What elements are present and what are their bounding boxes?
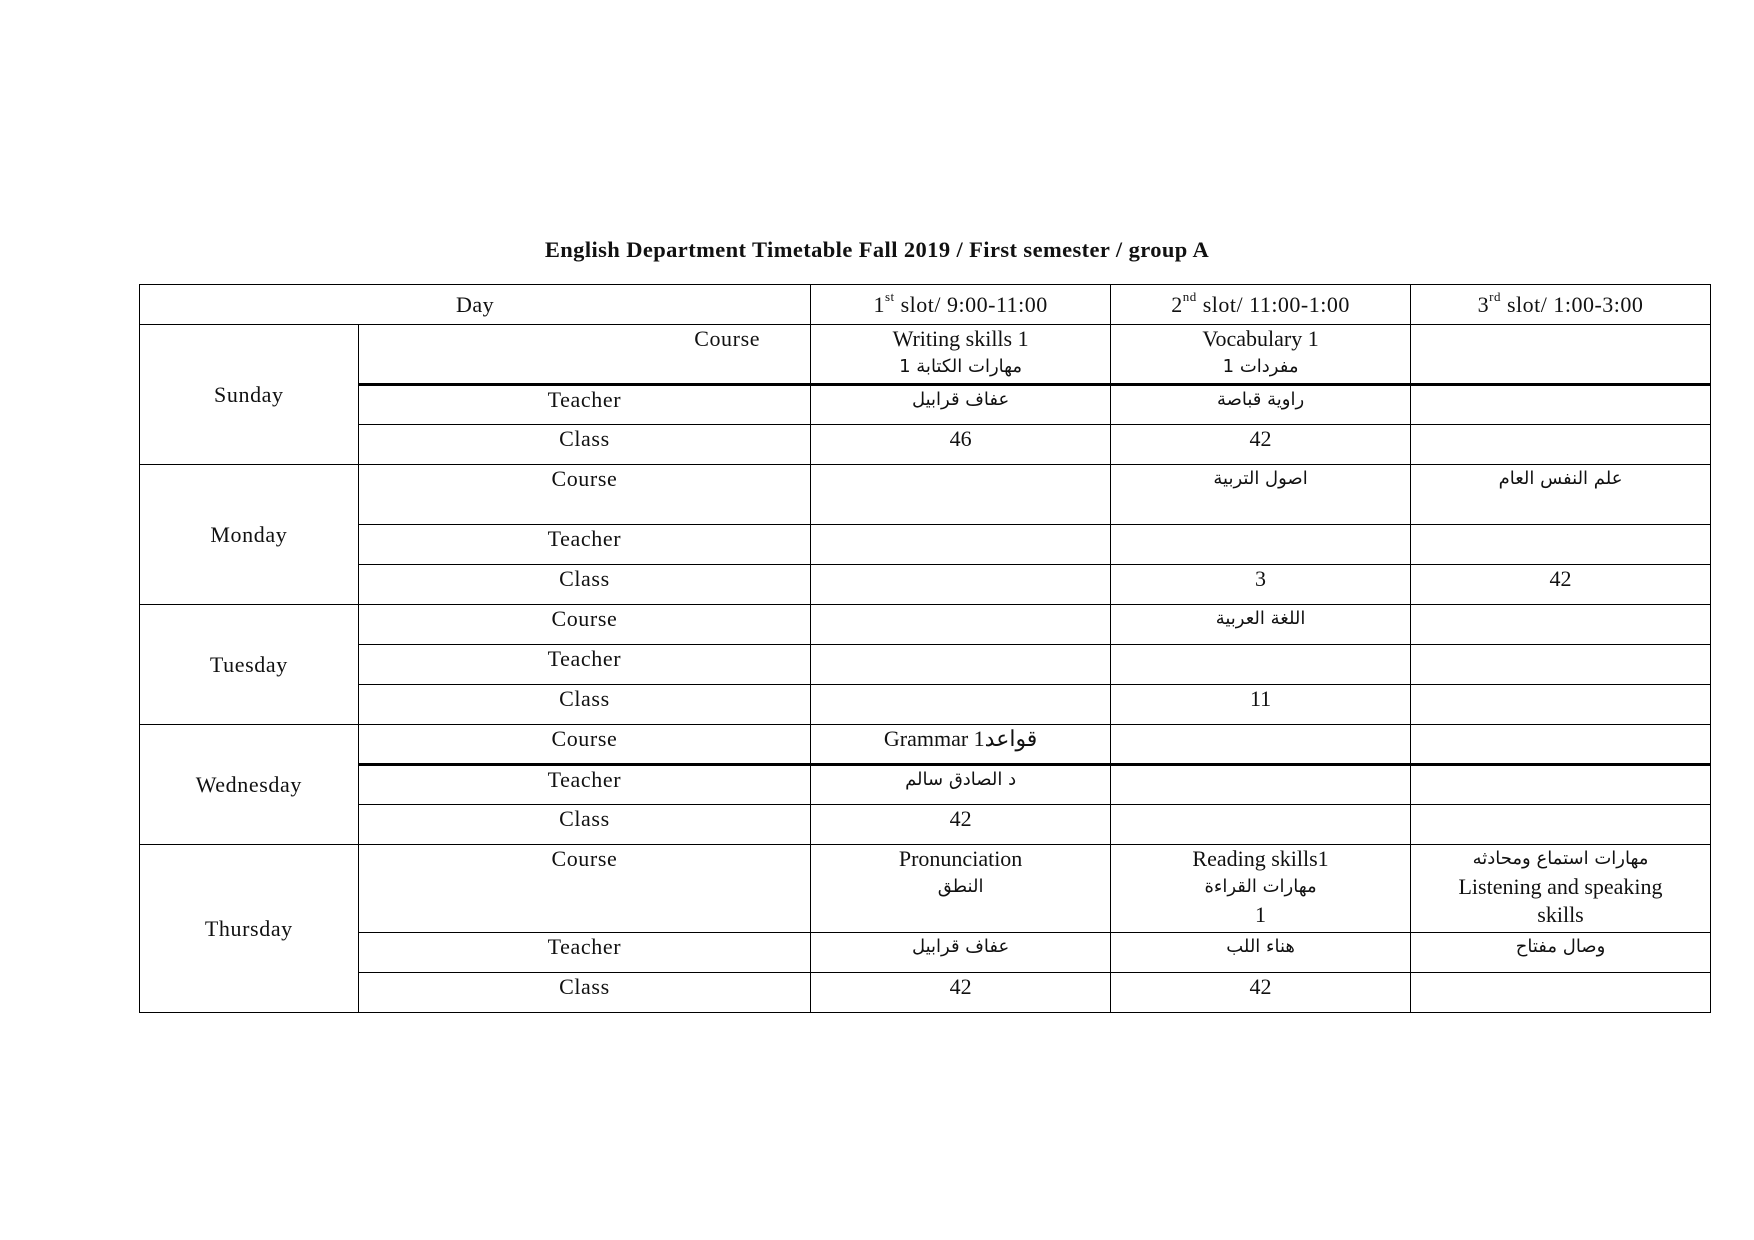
course-cell xyxy=(811,465,1111,525)
course-line: اللغة العربية xyxy=(1215,608,1306,629)
course-cell xyxy=(811,325,1111,385)
course-line: 1 xyxy=(1255,902,1267,927)
table-row xyxy=(140,933,1711,973)
header-row xyxy=(140,285,1711,325)
teacher-cell xyxy=(1411,525,1711,565)
slot-ordinal: 1 xyxy=(873,291,885,317)
slot-suffix: nd xyxy=(1182,289,1197,305)
course-label: Course xyxy=(358,465,810,525)
day-name: Wednesday xyxy=(140,725,359,845)
teacher-cell xyxy=(1411,645,1711,685)
course-cell xyxy=(1411,845,1711,933)
class-cell xyxy=(811,425,1111,465)
course-line: اصول التربية xyxy=(1213,468,1308,489)
course-line: النطق xyxy=(937,876,984,897)
slot-time: slot/ 11:00-1:00 xyxy=(1196,291,1350,317)
class-cell xyxy=(1411,425,1711,465)
slot-ordinal: 2 xyxy=(1171,291,1183,317)
table-row xyxy=(140,385,1711,425)
teacher-value: هناء اللب xyxy=(1226,936,1295,957)
course-label: Course xyxy=(358,845,810,933)
slot-suffix: rd xyxy=(1489,289,1501,305)
teacher-label: Teacher xyxy=(358,765,810,805)
course-line: Pronunciation xyxy=(898,846,1023,871)
teacher-cell xyxy=(811,385,1111,425)
teacher-cell xyxy=(1111,765,1411,805)
teacher-value: وصال مفتاح xyxy=(1515,936,1606,957)
class-cell xyxy=(1411,805,1711,845)
teacher-value: عفاف قرابيل xyxy=(911,936,1010,957)
teacher-cell xyxy=(1111,645,1411,685)
class-value: 3 xyxy=(1255,566,1267,591)
course-cell xyxy=(1111,845,1411,933)
slot-1-header xyxy=(811,285,1111,325)
course-line: Reading skills1 xyxy=(1192,846,1329,871)
course-line: مهارات استماع ومحادثه xyxy=(1472,848,1649,869)
table-row xyxy=(140,605,1711,645)
table-row xyxy=(140,425,1711,465)
teacher-cell xyxy=(811,933,1111,973)
class-cell xyxy=(1411,973,1711,1013)
teacher-label: Teacher xyxy=(358,385,810,425)
slot-time: slot/ 9:00-11:00 xyxy=(894,291,1048,317)
slot-ordinal: 3 xyxy=(1477,291,1490,317)
table-row xyxy=(140,805,1711,845)
course-line: مهارات القراءة xyxy=(1204,876,1317,897)
teacher-value: راوية قباصة xyxy=(1216,389,1305,410)
teacher-label: Teacher xyxy=(358,645,810,685)
class-cell xyxy=(811,565,1111,605)
class-cell xyxy=(1111,973,1411,1013)
course-cell xyxy=(811,605,1111,645)
day-name: Thursday xyxy=(140,845,359,1013)
class-cell xyxy=(1111,805,1411,845)
timetable xyxy=(139,284,1711,1013)
course-line: Vocabulary 1 xyxy=(1202,326,1319,351)
teacher-cell xyxy=(1111,933,1411,973)
slot-2-header xyxy=(1111,285,1411,325)
course-line: Grammar 1قواعد xyxy=(883,726,1038,751)
course-cell xyxy=(1411,725,1711,765)
slot-suffix: st xyxy=(884,289,895,305)
table-row xyxy=(140,325,1711,385)
table-row xyxy=(140,565,1711,605)
course-line: Writing skills 1 xyxy=(892,326,1029,351)
course-line: skills xyxy=(1537,902,1584,927)
course-cell xyxy=(1411,325,1711,385)
table-row xyxy=(140,645,1711,685)
class-cell xyxy=(1111,685,1411,725)
teacher-cell xyxy=(1411,385,1711,425)
table-row xyxy=(140,973,1711,1013)
table-row xyxy=(140,525,1711,565)
day-name: Monday xyxy=(140,465,359,605)
class-cell xyxy=(1411,685,1711,725)
day-name: Tuesday xyxy=(140,605,359,725)
class-cell xyxy=(811,973,1111,1013)
class-value: 11 xyxy=(1249,686,1272,711)
table-row xyxy=(140,765,1711,805)
table-row xyxy=(140,845,1711,933)
course-cell xyxy=(1111,605,1411,645)
table-row xyxy=(140,685,1711,725)
course-line: Listening and speaking xyxy=(1458,874,1663,899)
course-label: Course xyxy=(358,725,810,765)
course-label: Course xyxy=(358,325,810,385)
day-name: Sunday xyxy=(140,325,359,465)
teacher-cell xyxy=(811,765,1111,805)
class-cell xyxy=(1411,565,1711,605)
teacher-cell xyxy=(811,525,1111,565)
class-value: 42 xyxy=(1549,566,1572,591)
course-cell xyxy=(1111,465,1411,525)
class-value: 42 xyxy=(1249,974,1272,999)
class-label: Class xyxy=(358,565,810,605)
course-cell xyxy=(1411,605,1711,645)
slot-time: slot/ 1:00-3:00 xyxy=(1500,291,1644,317)
table-row xyxy=(140,465,1711,525)
teacher-value: د الصادق سالم xyxy=(905,769,1017,790)
teacher-value: عفاف قرابيل xyxy=(911,389,1010,410)
table-row xyxy=(140,725,1711,765)
slot-3-header xyxy=(1411,285,1711,325)
page-title: English Department Timetable Fall 2019 / First semester / group A xyxy=(544,237,1210,262)
class-cell xyxy=(811,685,1111,725)
class-label: Class xyxy=(358,685,810,725)
class-value: 42 xyxy=(949,974,972,999)
class-cell xyxy=(1111,565,1411,605)
course-line: مفردات 1 xyxy=(1222,356,1299,377)
course-cell xyxy=(811,845,1111,933)
class-cell xyxy=(811,805,1111,845)
teacher-cell xyxy=(1111,525,1411,565)
teacher-label: Teacher xyxy=(358,525,810,565)
class-label: Class xyxy=(358,425,810,465)
course-cell xyxy=(1411,465,1711,525)
class-value: 42 xyxy=(949,806,972,831)
teacher-cell xyxy=(1111,385,1411,425)
class-label: Class xyxy=(358,973,810,1013)
course-line: علم النفس العام xyxy=(1498,468,1623,489)
teacher-label: Teacher xyxy=(358,933,810,973)
day-header: Day xyxy=(140,285,811,325)
course-cell xyxy=(811,725,1111,765)
class-value: 42 xyxy=(1249,426,1272,451)
course-line: مهارات الكتابة 1 xyxy=(899,356,1023,377)
course-cell xyxy=(1111,725,1411,765)
class-value: 46 xyxy=(949,426,972,451)
class-cell xyxy=(1111,425,1411,465)
teacher-cell xyxy=(1411,765,1711,805)
teacher-cell xyxy=(811,645,1111,685)
course-cell xyxy=(1111,325,1411,385)
course-label: Course xyxy=(358,605,810,645)
teacher-cell xyxy=(1411,933,1711,973)
class-label: Class xyxy=(358,805,810,845)
